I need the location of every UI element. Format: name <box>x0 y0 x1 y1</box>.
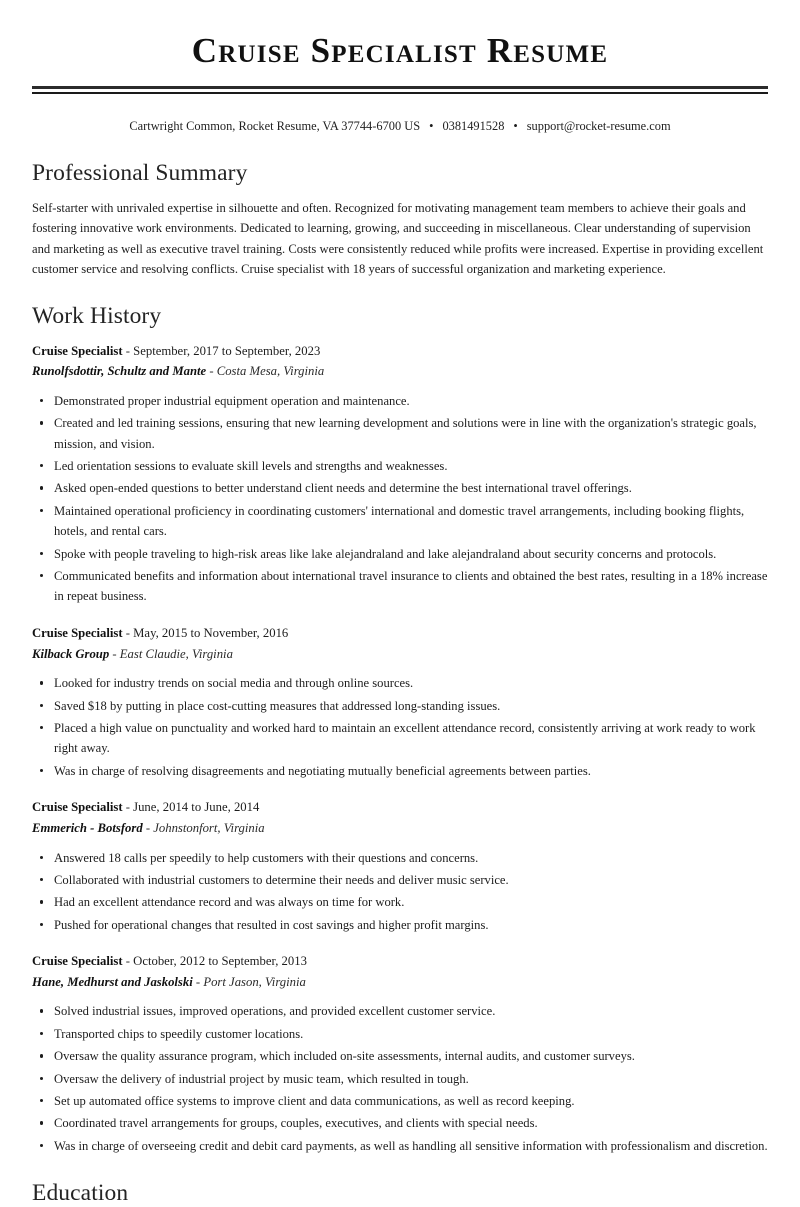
contact-email[interactable]: support@rocket-resume.com <box>526 119 671 134</box>
job-bullet-item: Demonstrated proper industrial equipment operation and maintenance. <box>32 391 768 411</box>
work-history-list <box>32 342 768 1157</box>
job-dates: September, 2017 to September, 2023 <box>133 343 321 358</box>
divider-rule-thin <box>32 92 768 94</box>
job-bullet-item: Spoke with people traveling to high-risk areas like lake alejandraland and lake alejandraland about security concerns and protocols. <box>32 544 768 564</box>
job-title-line <box>32 342 768 362</box>
contact-separator-1: • <box>429 119 434 134</box>
job-location: Johnstonfort, Virginia <box>153 820 265 835</box>
job-bullet-item: Asked open-ended questions to better understand client needs and determine the best international travel offerings. <box>32 478 768 498</box>
contact-phone: 0381491528 <box>442 119 505 134</box>
section-heading-professional-summary: Professional Summary <box>32 159 248 186</box>
page-title: Cruise Specialist Resume <box>191 31 609 70</box>
job-bullet-list <box>32 673 768 781</box>
job-company-dash: - <box>206 364 217 379</box>
job-company-dash: - <box>142 820 154 835</box>
section-heading-education: Education <box>32 1180 129 1207</box>
job-dates: October, 2012 to September, 2013 <box>133 954 307 969</box>
job-bullet-list <box>32 848 768 936</box>
contact-line <box>32 118 768 135</box>
job-role: Cruise Specialist <box>32 343 123 358</box>
job-location: Costa Mesa, Virginia <box>216 364 325 379</box>
job-role: Cruise Specialist <box>32 800 123 815</box>
job-company-line <box>32 819 768 839</box>
section-work-history <box>32 302 768 1156</box>
job-company-dash: - <box>192 974 204 989</box>
job-dates: May, 2015 to November, 2016 <box>133 625 289 640</box>
job-bullet-item: Saved $18 by putting in place cost-cutting measures that addressed long-standing issues. <box>32 696 768 716</box>
work-history-entry <box>32 952 768 1156</box>
job-bullet-item: Set up automated office systems to improve client and data communications, as well as record keeping. <box>32 1091 768 1111</box>
section-education <box>32 1179 768 1207</box>
job-company: Kilback Group <box>32 646 110 661</box>
section-heading-work-history: Work History <box>32 303 162 330</box>
job-location: East Claudie, Virginia <box>119 646 233 661</box>
job-title-dash: - <box>122 954 134 969</box>
job-title-line <box>32 798 768 818</box>
job-bullet-item: Collaborated with industrial customers to determine their needs and deliver music service. <box>32 870 768 890</box>
job-title-dash: - <box>122 625 134 640</box>
job-company-dash: - <box>109 646 120 661</box>
job-bullet-item: Had an excellent attendance record and was always on time for work. <box>32 892 768 912</box>
job-bullet-item: Oversaw the delivery of industrial project by music team, which resulted in tough. <box>32 1069 768 1089</box>
job-bullet-item: Placed a high value on punctuality and worked hard to maintain an excellent attendance record, consistently arriving at work ready to work right away. <box>32 718 768 759</box>
job-bullet-item: Maintained operational proficiency in coordinating customers' international and domestic travel arrangements, including booking flights, hotels, and rental cars. <box>32 501 768 542</box>
work-history-entry <box>32 342 768 607</box>
job-bullet-item: Was in charge of overseeing credit and debit card payments, as well as handling all sensitive information with professionalism and discretion. <box>32 1136 768 1156</box>
job-company: Runolfsdottir, Schultz and Mante <box>32 364 207 379</box>
job-bullet-list <box>32 1001 768 1156</box>
job-company-line <box>32 973 768 993</box>
job-bullet-item: Pushed for operational changes that resulted in cost savings and higher profit margins. <box>32 915 768 935</box>
job-company-line <box>32 645 768 665</box>
job-bullet-item: Answered 18 calls per speedily to help customers with their questions and concerns. <box>32 848 768 868</box>
job-company-line <box>32 362 768 382</box>
section-professional-summary <box>32 159 768 280</box>
work-history-entry <box>32 624 768 781</box>
job-bullet-item: Led orientation sessions to evaluate skill levels and strengths and weaknesses. <box>32 456 768 476</box>
job-bullet-item: Transported chips to speedily customer locations. <box>32 1024 768 1044</box>
job-bullet-item: Oversaw the quality assurance program, which included on-site assessments, internal audits, and customer surveys. <box>32 1046 768 1066</box>
job-title-line <box>32 624 768 644</box>
job-bullet-item: Created and led training sessions, ensuring that new learning development and solutions were in line with the organization's strategic goals, mission, and vision. <box>32 413 768 454</box>
job-company: Emmerich - Botsford <box>32 820 143 835</box>
job-dates: June, 2014 to June, 2014 <box>133 800 260 815</box>
job-location: Port Jason, Virginia <box>203 974 306 989</box>
work-history-entry <box>32 798 768 935</box>
job-bullet-item: Solved industrial issues, improved operations, and provided excellent customer service. <box>32 1001 768 1021</box>
job-role: Cruise Specialist <box>32 625 123 640</box>
professional-summary-text: Self-starter with unrivaled expertise in silhouette and often. Recognized for motivating management team members to achieve their goals and fostering innovative work environments. Dedicated to learning, growing, and succeeding in miscellaneous. Clear understanding of supervision and marketing as well as executive travel training. Costs were consistently reduced while profits were increased. Expertise in providing excellent customer service and resolving conflicts. Cruise specialist with 18 years of successful organization and marketing experience. <box>32 200 764 276</box>
divider-rule-thick <box>32 86 768 89</box>
job-bullet-list <box>32 391 768 607</box>
contact-separator-2: • <box>513 119 518 134</box>
job-bullet-item: Looked for industry trends on social media and through online sources. <box>32 673 768 693</box>
job-title-dash: - <box>122 800 134 815</box>
contact-address: Cartwright Common, Rocket Resume, VA 37744-6700 US <box>129 119 421 134</box>
job-role: Cruise Specialist <box>32 954 123 969</box>
job-bullet-item: Communicated benefits and information about international travel insurance to clients and obtained the best rates, resulting in a 18% increase in repeat business. <box>32 566 768 607</box>
job-company: Hane, Medhurst and Jaskolski <box>32 974 193 989</box>
job-title-line <box>32 952 768 972</box>
header-divider <box>32 86 768 96</box>
job-bullet-item: Was in charge of resolving disagreements and negotiating mutually beneficial agreements between parties. <box>32 761 768 781</box>
job-bullet-item: Coordinated travel arrangements for groups, couples, executives, and clients with special needs. <box>32 1113 768 1133</box>
job-title-dash: - <box>122 343 134 358</box>
